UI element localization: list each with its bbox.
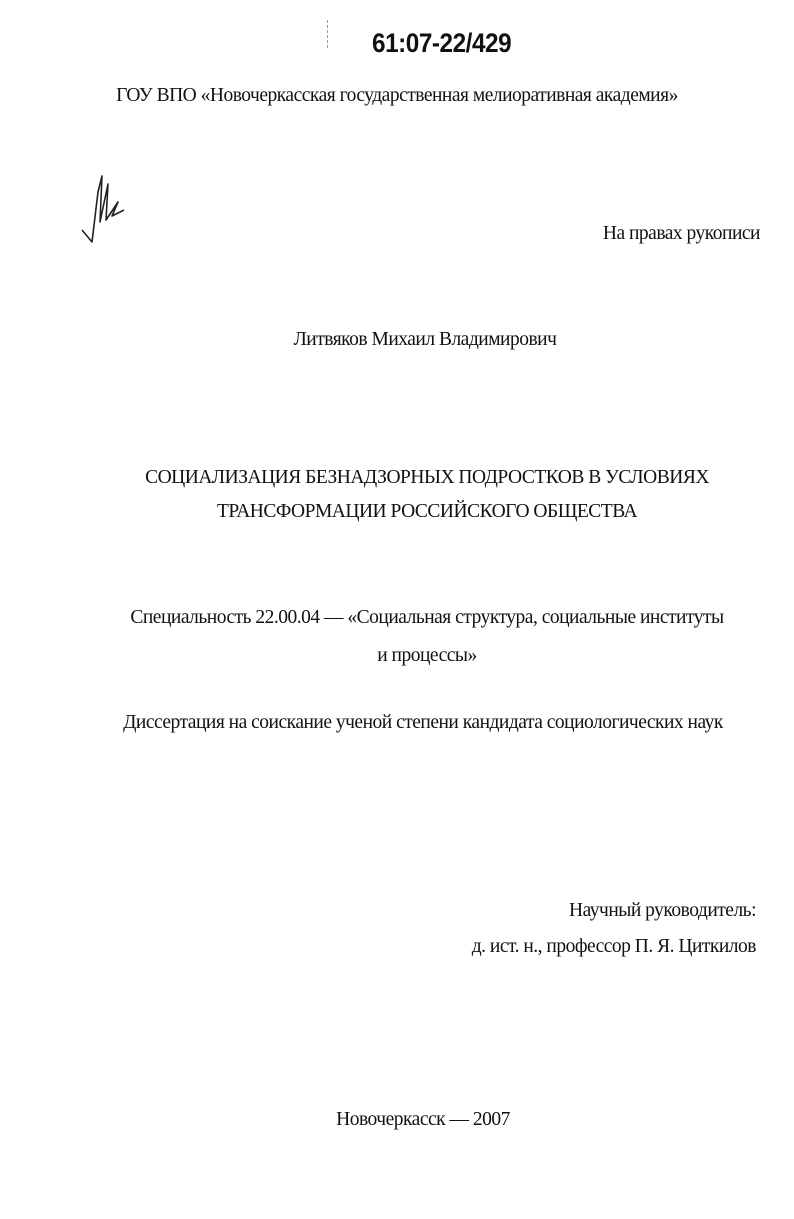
specialty-line-2: и процессы» [377,645,477,666]
place-year: Новочеркасск — 2007 [336,1109,510,1130]
scan-mark [327,20,329,48]
registry-code: 61:07-22/429 [372,28,512,58]
signature [78,172,128,244]
advisor-label: Научный руководитель: [569,900,756,921]
specialty-line-1: Специальность 22.00.04 — «Социальная структура, социальные институты [130,607,724,628]
advisor-name: д. ист. н., профессор П. Я. Циткилов [471,936,756,957]
degree: Диссертация на соискание ученой степени кандидата социологических наук [123,712,723,733]
institution: ГОУ ВПО «Новочеркасская государственная мелиоративная академия» [116,85,678,106]
manuscript-rights: На правах рукописи [602,223,760,244]
title-line-1: СОЦИАЛИЗАЦИЯ БЕЗНАДЗОРНЫХ ПОДРОСТКОВ В УСЛОВИЯХ [145,467,709,488]
title-line-2: ТРАНСФОРМАЦИИ РОССИЙСКОГО ОБЩЕСТВА [216,501,638,522]
author-name: Литвяков Михаил Владимирович [293,329,557,350]
